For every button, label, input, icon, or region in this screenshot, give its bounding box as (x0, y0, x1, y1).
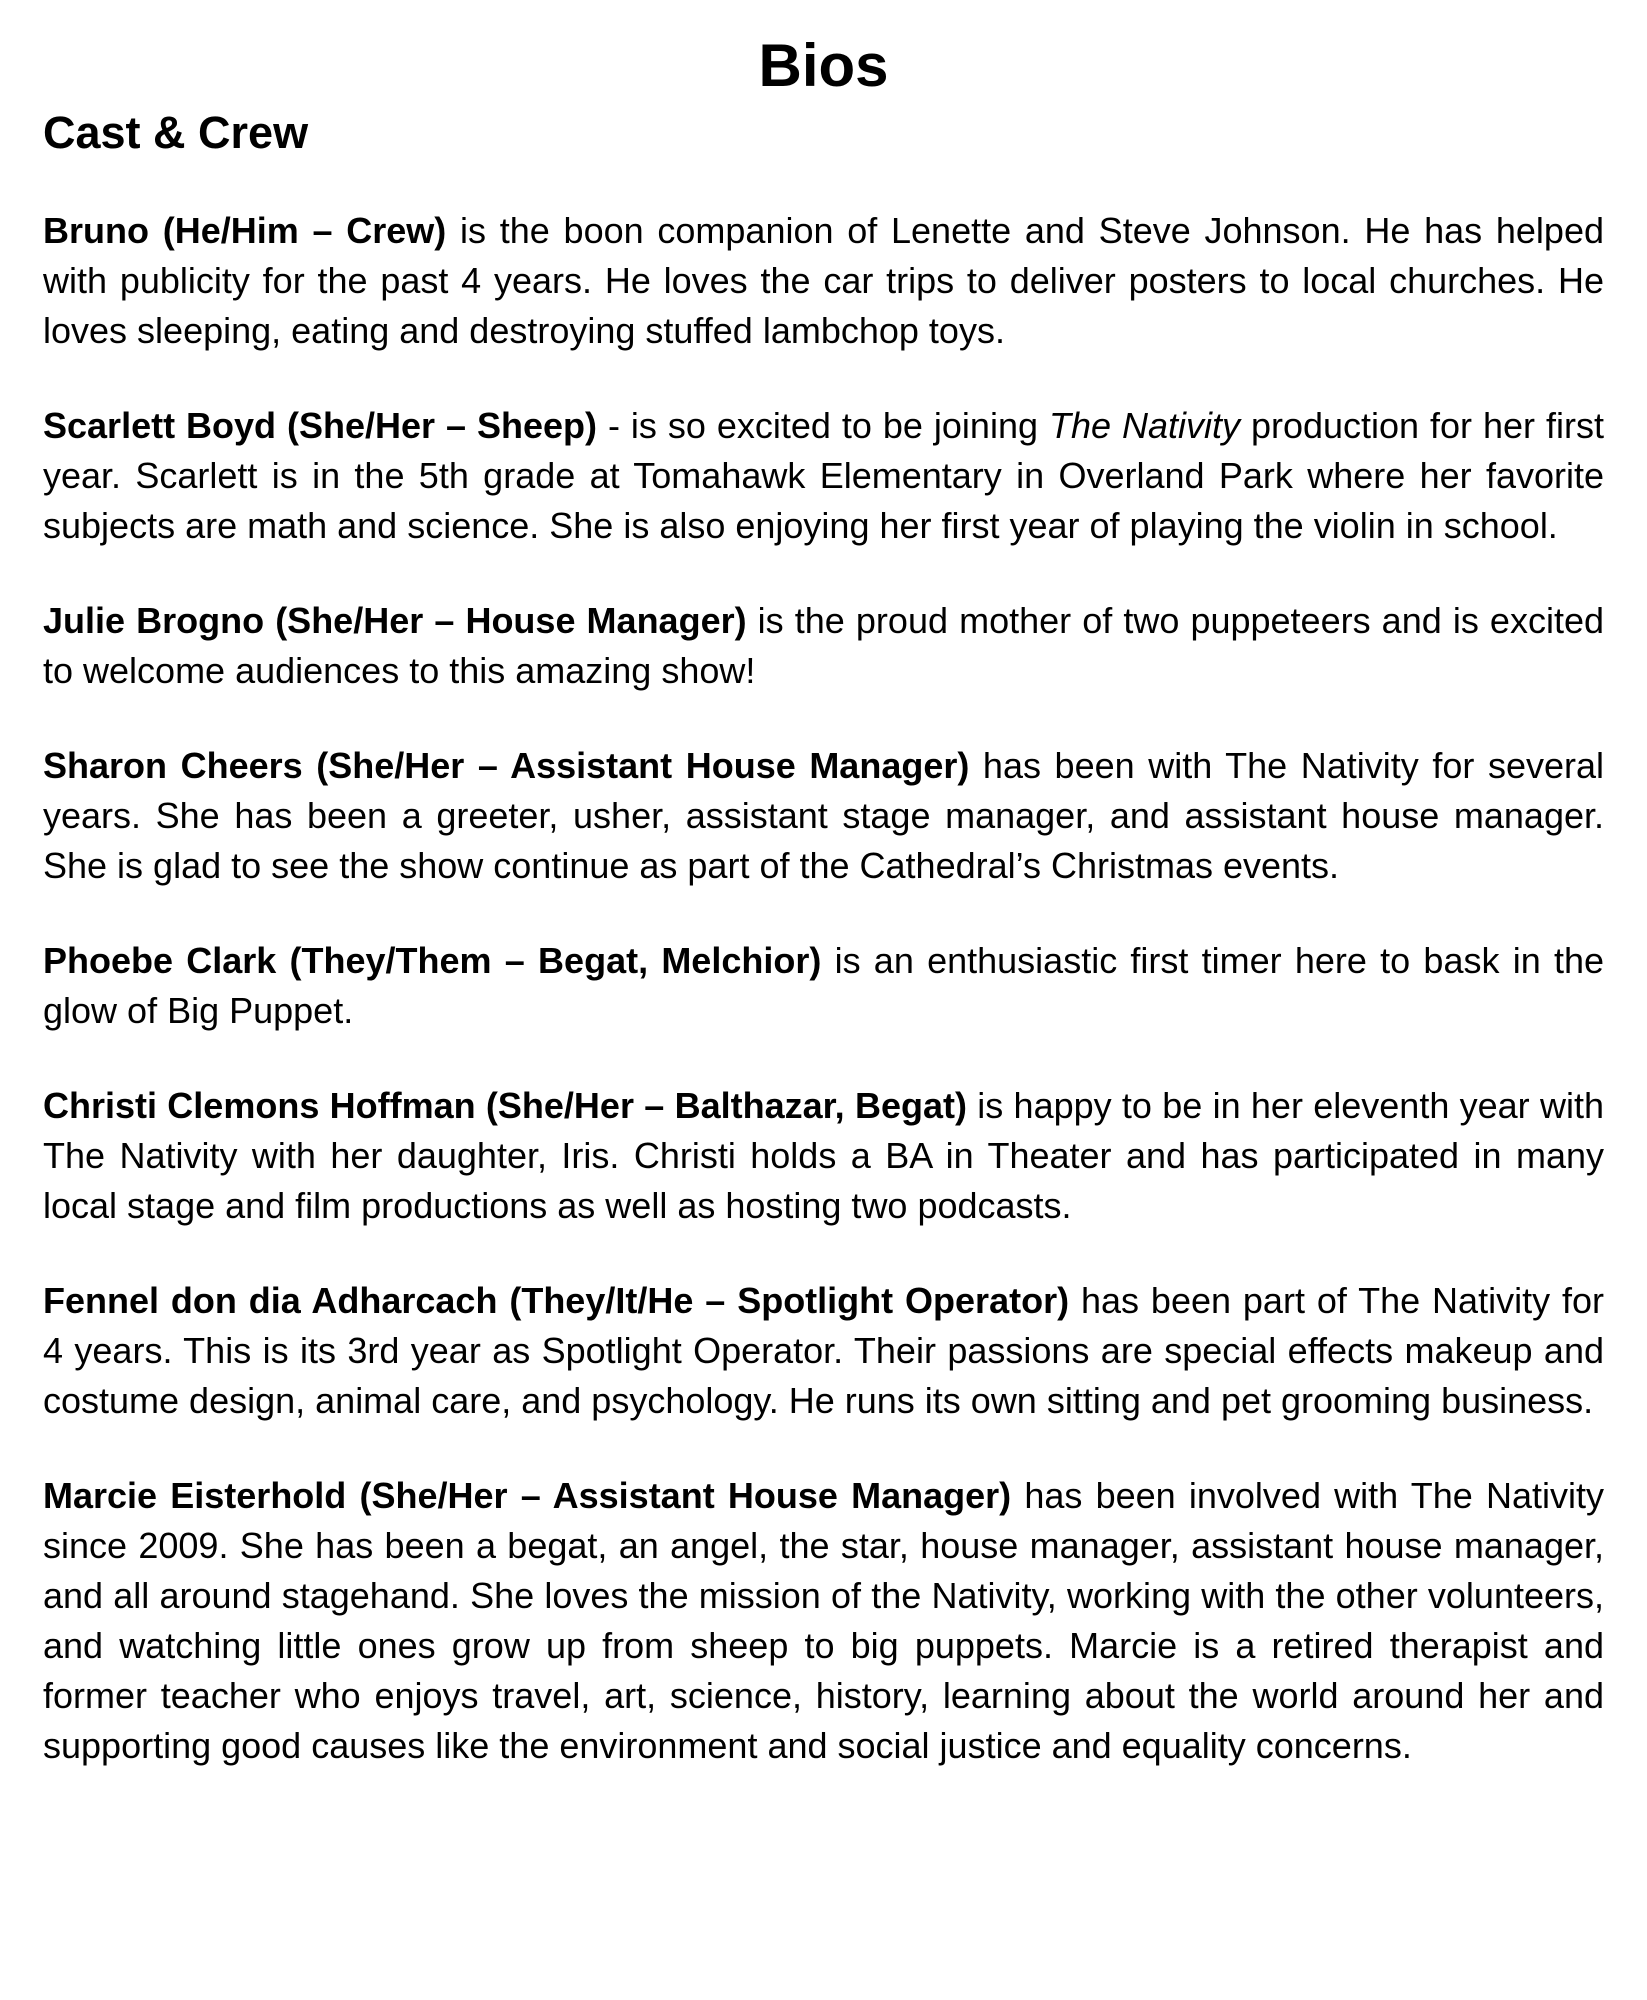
bio-paragraph-sharon-cheers (43, 741, 1604, 891)
bio-name: Fennel don dia Adharcach (They/It/He – Spotlight Operator) (43, 1280, 1070, 1321)
section-heading: Cast & Crew (43, 107, 309, 158)
bio-name: Bruno (He/Him – Crew) (43, 210, 447, 251)
bio-name: Julie Brogno (She/Her – House Manager) (43, 600, 747, 641)
bio-text: is the proud mother of two puppeteers and is excited to welcome audiences to this amazing show! (43, 600, 1604, 691)
bio-paragraph-marcie-eisterhold (43, 1471, 1604, 1771)
bio-text: production for her first year. Scarlett is in the 5th grade at Tomahawk Elementary in Overland Park where her favorite subjects are math and science. She is also enjoying her first year of playing the violin in school. (43, 405, 1604, 546)
document-page (43, 30, 1604, 1771)
bio-text: has been involved with The Nativity since 2009. She has been a begat, an angel, the star, house manager, assistant house manager, and all around stagehand. She loves the mission of the Nativity, working with the other volunteers, and watching little ones grow up from sheep to big puppets. Marcie is a retired therapist and former teacher who enjoys travel, art, science, history, learning about the world around her and supporting good causes like the environment and social justice and equality concerns. (43, 1475, 1604, 1766)
bio-paragraph-julie-brogno (43, 596, 1604, 696)
bio-text: is happy to be in her eleventh year with The Nativity with her daughter, Iris. Christi holds a BA in Theater and has participated in many local stage and film productions as well as hosting two podcasts. (43, 1085, 1604, 1226)
bio-name: Marcie Eisterhold (She/Her – Assistant House Manager) (43, 1475, 1012, 1516)
bio-text: - is so excited to be joining (597, 405, 1049, 446)
page-title: Bios (758, 32, 889, 99)
bio-text: has been with The Nativity for several years. She has been a greeter, usher, assistant stage manager, and assistant house manager. She is glad to see the show continue as part of the Cathedral’s Christmas events. (43, 745, 1604, 886)
bio-name: Christi Clemons Hoffman (She/Her – Balthazar, Begat) (43, 1085, 967, 1126)
bio-name: Scarlett Boyd (She/Her – Sheep) (43, 405, 598, 446)
bio-text-italic-show-title: The Nativity (1048, 405, 1240, 446)
bio-paragraph-fennel-don-dia-adharcach (43, 1276, 1604, 1426)
bio-text: has been part of The Nativity for 4 years. This is its 3rd year as Spotlight Operator. Their passions are special effects makeup and costume design, animal care, and psychology. He runs its own sitting and pet grooming business. (43, 1280, 1604, 1421)
bio-paragraph-phoebe-clark (43, 936, 1604, 1036)
bio-name: Phoebe Clark (They/Them – Begat, Melchior) (43, 940, 822, 981)
bio-paragraph-scarlett-boyd (43, 401, 1604, 551)
bio-paragraph-christi-clemons-hoffman (43, 1081, 1604, 1231)
bio-paragraph-bruno (43, 206, 1604, 356)
bio-name: Sharon Cheers (She/Her – Assistant House Manager) (43, 745, 970, 786)
bio-text: is the boon companion of Lenette and Steve Johnson. He has helped with publicity for the past 4 years. He loves the car trips to deliver posters to local churches. He loves sleeping, eating and destroying stuffed lambchop toys. (43, 210, 1604, 351)
bio-text: is an enthusiastic first timer here to bask in the glow of Big Puppet. (43, 940, 1605, 1031)
